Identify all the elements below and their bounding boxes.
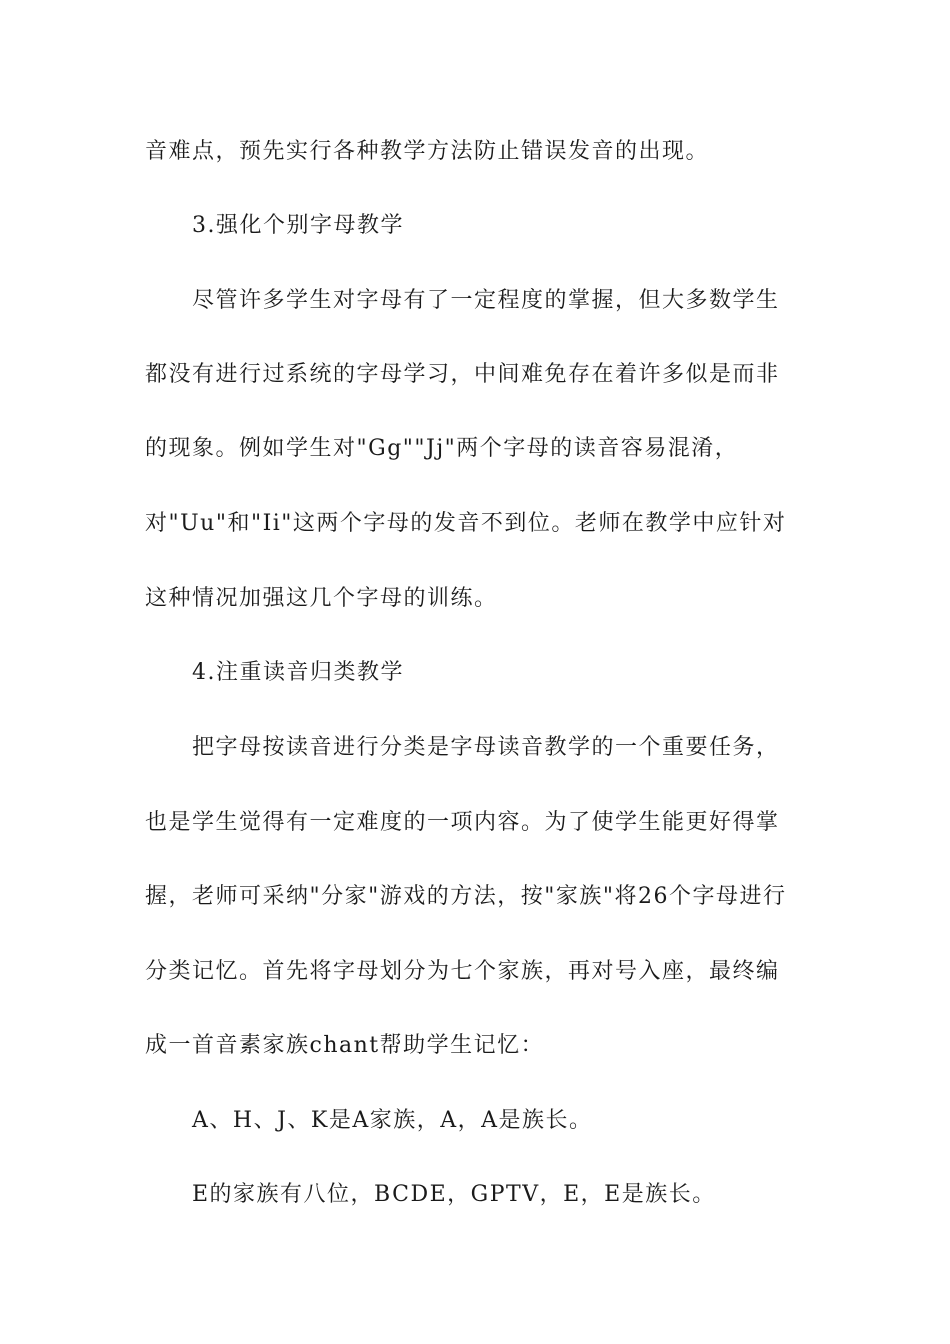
paragraph-line: 这种情况加强这几个字母的训练。 (145, 586, 498, 611)
paragraph-continuation-line: 音难点，预先实行各种教学方法防止错误发音的出现。 (145, 139, 710, 164)
paragraph-line: 成一首音素家族chant帮助学生记忆： (145, 1033, 545, 1058)
paragraph-line: 也是学生觉得有一定难度的一项内容。为了使学生能更好得掌 (145, 810, 780, 835)
paragraph-line: 对"Uu"和"Ii"这两个字母的发音不到位。老师在教学中应针对 (145, 511, 787, 536)
section-heading-4: 4.注重读音归类教学 (192, 660, 404, 685)
paragraph-line: 的现象。例如学生对"Gg""Jj"两个字母的读音容易混淆， (145, 436, 739, 461)
section-heading-3: 3.强化个别字母教学 (192, 213, 404, 238)
paragraph-line: 分类记忆。首先将字母划分为七个家族，再对号入座，最终编 (145, 959, 780, 984)
paragraph-line: 尽管许多学生对字母有了一定程度的掌握，但大多数学生 (192, 288, 780, 313)
paragraph-line: 把字母按读音进行分类是字母读音教学的一个重要任务， (192, 735, 780, 760)
paragraph-line: 都没有进行过系统的字母学习，中间难免存在着许多似是而非 (145, 362, 780, 387)
paragraph-line: 握，老师可采纳"分家"游戏的方法，按"家族"将26个字母进行 (145, 884, 787, 909)
chant-line: E的家族有八位，BCDE，GPTV，E，E是族长。 (192, 1182, 716, 1207)
chant-line: A、H、J、K是A家族，A，A是族长。 (192, 1108, 593, 1133)
